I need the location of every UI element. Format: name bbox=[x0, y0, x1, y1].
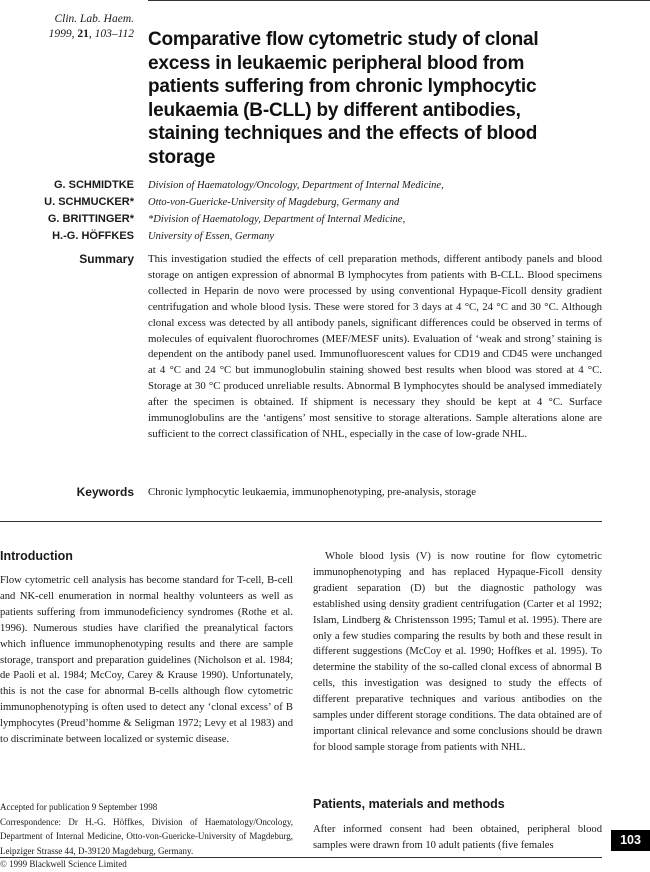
summary-text: This investigation studied the effects of cell preparation methods, different antibody panels and blood storage on antigen expression of abnormal B lymphocytes from patients with B-CLL. Blood specimens collected in Heparin de novo were processed by using conventional Hypaque-Ficoll density gradient centrifugation and whole blood lysis. These were stored for 3 days at 4 °C, 24 °C and 30 °C. Although clonal excess was detected by all antibody panels, significant differences could be observed in terms of molecules of equivalent fluorochromes (MEF/MESF units). Evaluation of ‘weak and strong’ staining is dependent on the antibody panel used. Immunofluorescent values for CD19 and CD45 were unchanged at 4 °C and 24 °C but immunoglobulin staining showed best results when blood was stored at 4 °C. Storage at 30 °C produced unreliable results. Abnormal B lymphocytes should be analysed immediately after the specimen is obtained. If shipment is necessary they should be kept at 4 °C. Surface immunoglobulins are the ‘antigens’ most sensitive to storage alterations. Sample alterations alone are sufficient to the correct classification of NHL, especially in the case of low-grade NHL. bbox=[148, 253, 602, 440]
right-column-text bbox=[313, 549, 602, 756]
author: H.-G. HÖFFKES bbox=[52, 230, 134, 242]
copyright: © 1999 Blackwell Science Limited bbox=[0, 859, 127, 869]
accepted-date: Accepted for publication 9 September 1998 bbox=[0, 802, 158, 812]
journal-year: 1999, bbox=[48, 28, 75, 40]
affiliation: Division of Haematology/Oncology, Department of Internal Medicine, bbox=[148, 180, 444, 191]
journal-volume: 21 bbox=[77, 28, 89, 40]
introduction-heading: Introduction bbox=[0, 549, 73, 563]
introduction-text bbox=[0, 573, 293, 748]
author: G. SCHMIDTKE bbox=[53, 179, 134, 191]
methods-paragraph: After informed consent had been obtained, peripheral blood samples were drawn from 10 adult patients (five females bbox=[313, 824, 602, 851]
author-list bbox=[0, 177, 134, 245]
footnote bbox=[0, 800, 293, 858]
author: G. BRITTINGER* bbox=[47, 213, 134, 225]
top-rule bbox=[148, 0, 650, 1]
journal-pages: , 103–112 bbox=[88, 28, 134, 40]
lysis-paragraph: Whole blood lysis (V) is now routine for flow cytometric immunophenotyping and has replaced Hypaque-Ficoll density gradient separation (D) but the diagnostic pathology was established using density gradient centrifugation (Carter et al 1992; Islam, Lindberg & Christensson 1995; Tamul et al. 1995). There are only a few studies comparing the results by both and these result in different suggestions (McCoy et al. 1990; Hoffkes et al. 1995). To determine the stability of the so-called clonal excess of abnormal B cells, this investigation was designed to study the effects of different preparative techniques and various antibodies on the samples under different storage conditions. The data obtained are of important clinical relevance and some conclusions should be drawn for blood sample storage from patients with NHL. bbox=[313, 551, 602, 753]
page-number: 103 bbox=[611, 830, 650, 851]
journal-reference bbox=[0, 12, 134, 42]
section-rule bbox=[0, 521, 602, 522]
author: U. SCHMUCKER* bbox=[44, 196, 134, 208]
keywords-text: Chronic lymphocytic leukaemia, immunophenotyping, pre-analysis, storage bbox=[148, 486, 477, 498]
keywords-label: Keywords bbox=[76, 485, 134, 499]
affiliation: Otto-von-Guericke-University of Magdeburg, Germany and bbox=[148, 197, 400, 208]
methods-heading: Patients, materials and methods bbox=[313, 797, 505, 811]
affiliation: *Division of Haematology, Department of Internal Medicine, bbox=[148, 214, 406, 225]
article-title: Comparative flow cytometric study of clonal excess in leukaemic peripheral blood from patients suffering from chronic lymphocytic leukaemia (B-CLL) by different antibodies, staining techniques and the effects of blood storage bbox=[148, 29, 539, 168]
methods-text bbox=[313, 822, 602, 854]
affiliation-list bbox=[148, 177, 608, 245]
correspondence: Correspondence: Dr H.-G. Höffkes, Division of Haematology/Oncology, Department of Internal Medicine, Otto-von-Guericke-University of Magdeburg, Leipziger Strasse 44, D-39120 Magdeburg, Germany. bbox=[0, 816, 293, 856]
journal-name: Clin. Lab. Haem. bbox=[54, 13, 134, 25]
journal-citation bbox=[0, 27, 134, 42]
affiliation: University of Essen, Germany bbox=[148, 231, 274, 242]
summary-label: Summary bbox=[79, 252, 134, 266]
introduction-paragraph: Flow cytometric cell analysis has become standard for T-cell, B-cell and NK-cell enumeration in normal healthy volunteers as well as patients suffering from immunodeficiency syndromes (Rothe et al. 1996). Numerous studies have clarified the preanalytical factors which influence immunophenotyping results and there are sample storage, transport and preparation guidelines (Nicholson et al. 1984; de Paoli et al. 1984; McCoy, Carey & Krause 1990). Unfortunately, this is not the case for abnormal B-cells although flow cytometric immunophenotyping is often used to detect any ‘clonal excess’ of B lymphocytes (Preud’homme & Seligman 1972; Levy et al 1983) and to discriminate between localized or systemic disease. bbox=[0, 575, 293, 746]
